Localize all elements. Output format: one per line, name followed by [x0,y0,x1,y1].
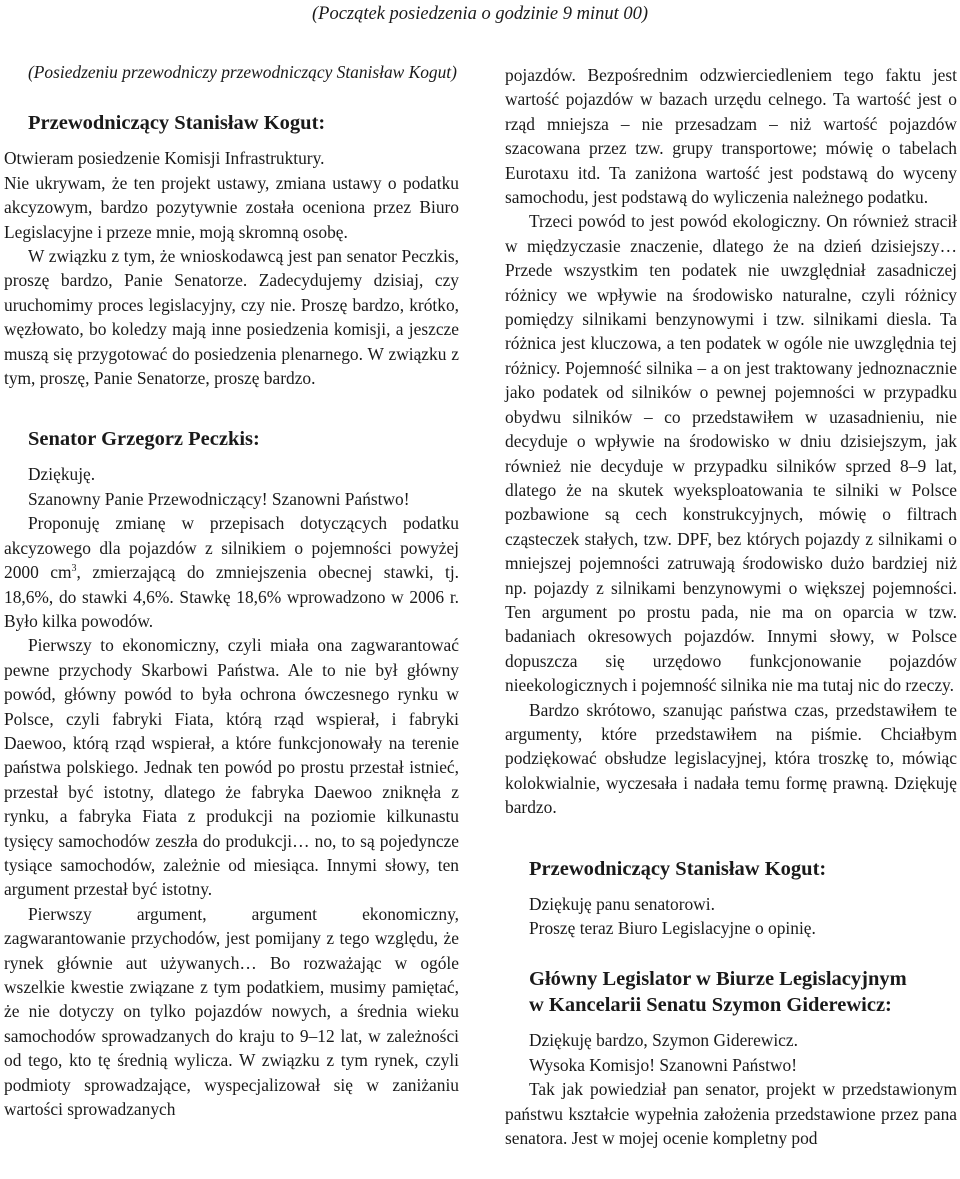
speaker-heading-line: Główny Legislator w Biurze Legislacyjnym [529,968,907,991]
paragraph-text: , zmierzającą do zmniejszenia obecnej stawki, tj. 18,6%, do stawki 4,6%. Stawkę 18,6% wprowadzono w 2006 r. Było kilka powodów. [4,562,459,631]
paragraph: Pierwszy argument, argument ekonomiczny, zagwarantowanie przychodów, jest pomijany z tego względu, że rynek głównie aut używanych… Bo rozważając w ogóle wszelkie kwestie związane z tym podatkiem, musimy pamiętać, że nie dotyczy on tylko pojazdów nowych, a średnia wieku samochodów sprowadzanych do kraju to 9–12 lat, w zależności od tego, kto tę średnią wylicza. W związku z tym rynek, czyli podmioty sprowadzające, wyspecjalizował się w zaniżaniu wartości sprowadzanych [4,903,459,1120]
paragraph: Wysoka Komisjo! Szanowni Państwo! [529,1054,798,1075]
left-column [4,60,459,1121]
paragraph: Otwieram posiedzenie Komisji Infrastruktury. [4,148,325,169]
session-start-note: (Początek posiedzenia o godzinie 9 minut 00) [311,4,649,24]
superscript: 3 [71,563,77,575]
paragraph: Dziękuję panu senatorowi. [529,893,715,914]
paragraph [4,511,459,633]
right-column [505,63,957,1150]
stage-direction: (Posiedzeniu przewodniczy przewodniczący Stanisław Kogut) [28,62,457,82]
paragraph: Bardzo skrótowo, szanując państwa czas, przedstawiłem te argumenty, które przedstawiłem na piśmie. Chciałbym podziękować obsłudze legislacyjnej, która troszkę to, mówiąc kolokwialnie, wyczesała i nadała temu formę prawną. Dziękuję bardzo. [505,699,957,818]
paragraph-text: Proponuję zmianę w przepisach dotyczących podatku akcyzowego dla pojazdów z silnikiem o pojemności powyżej 2000 cm [4,513,459,583]
paragraph: Proszę teraz Biuro Legislacyjne o opinię. [529,918,816,938]
paragraph: Dziękuję bardzo, Szymon Giderewicz. [529,1030,798,1051]
paragraph: pojazdów. Bezpośrednim odzwierciedleniem tego faktu jest wartość pojazdów w bazach urzędu celnego. Ta wartość jest o rząd mniejsza – nie przesadzam – niż wartość pojazdów szacowana przez tzw. grupy transportowe; mówię o tabelach Eurotaxu itd. Ta zaniżona wartość jest podstawą do wyceny samochodu, jest podstawą do wyliczenia należnego podatku. [505,65,957,208]
paragraph: Dziękuję. [28,464,96,485]
speaker-heading: Przewodniczący Stanisław Kogut: [28,112,326,135]
paragraph: Szanowny Panie Przewodniczący! Szanowni Państwo! [28,488,410,509]
paragraph: Nie ukrywam, że ten projekt ustawy, zmiana ustawy o podatku akcyzowym, bardzo pozytywnie została oceniona przez Biuro Legislacyjne i przeze mnie, moją skromną osobę. [4,172,459,242]
speaker-heading [505,966,957,1018]
paragraph: Trzeci powód to jest powód ekologiczny. On również stracił w międzyczasie znaczenie, dlatego że na dzień dzisiejszy… Przede wszystkim ten podatek nie uwzględniał zasadniczej różnicy we wpływie na środowisko naturalne, czyli różnicy pomiędzy silnikami benzynowymi i tzw. silnikami diesla. Ta różnica jest kluczowa, a ten podatek w ogóle nie uwzględnia tej różnicy. Pojemność silnika – a on jest traktowany jednoznacznie jako podatek od silników o pewnej pojemności w przypadku obydwu silników – co przedstawiłem w uzasadnieniu, nie decyduje o wpływie na środowisko w dniu dzisiejszym, jak również nie decyduje w przypadku silników sprzed 8–9 lat, dlatego że na skutek wyeksploatowania te silniki w Polsce pozbawione są cech konstrukcyjnych, mówię o filtrach cząsteczek stałych, tzw. DPF, bez których pojazdy z silnikami o mniejszej pojemności zatruwają środowisko dużo bardziej niż np. pojazdy z silnikami benzynowymi o większej pojemności. Ten argument po prostu pada, nie ma on oparcia w tzw. badaniach okresowych pojazdów. Innymi słowy, w Polsce dopuszcza się urzędowo funkcjonowanie pojazdów nieekologicznych i pojemność silnika nie ma tutaj nic do rzeczy. [505,211,957,696]
paragraph: W związku z tym, że wnioskodawcą jest pan senator Peczkis, proszę bardzo, Panie Senatorze. Zadecydujemy dzisiaj, czy uruchomimy proces legislacyjny, czy nie. Proszę bardzo, krótko, węzłowato, bo koledzy mają inne posiedzenia komisji, a jeszcze muszą się przygotować do posiedzenia plenarnego. W związku z tym, proszę, Panie Senatorze, proszę bardzo. [4,246,459,389]
speaker-heading: Przewodniczący Stanisław Kogut: [529,857,827,880]
speaker-heading: Senator Grzegorz Peczkis: [28,428,260,451]
paragraph: Pierwszy to ekonomiczny, czyli miała ona zagwarantować pewne przychody Skarbowi Państwa. Ale to nie był główny powód, główny powód to była ochrona ówczesnego rynku w Polsce, czyli fabryki Fiata, którą rząd wspierał, i fabryki Daewoo, którą rząd wspierał, a które funkcjonowały na terenie państwa polskiego. Jednak ten powód po prostu przestał istnieć, przestał być istotny, dlatego że fabryka Daewoo zniknęła z rynku, a fabryka Fiata z produkcji na poziomie kilkunastu tysięcy samochodów zeszła do produkcji… no, to są pojedyncze tysiące samochodów, zależnie od miesiąca. Innymi słowy, ten argument przestał być istotny. [4,635,459,900]
paragraph: Tak jak powiedział pan senator, projekt w przedstawionym państwu kształcie wypełnia założenia przedstawione przez pana senatora. Jest w mojej ocenie kompletny pod [505,1079,957,1149]
speaker-heading-line: w Kancelarii Senatu Szymon Giderewicz: [529,994,892,1017]
